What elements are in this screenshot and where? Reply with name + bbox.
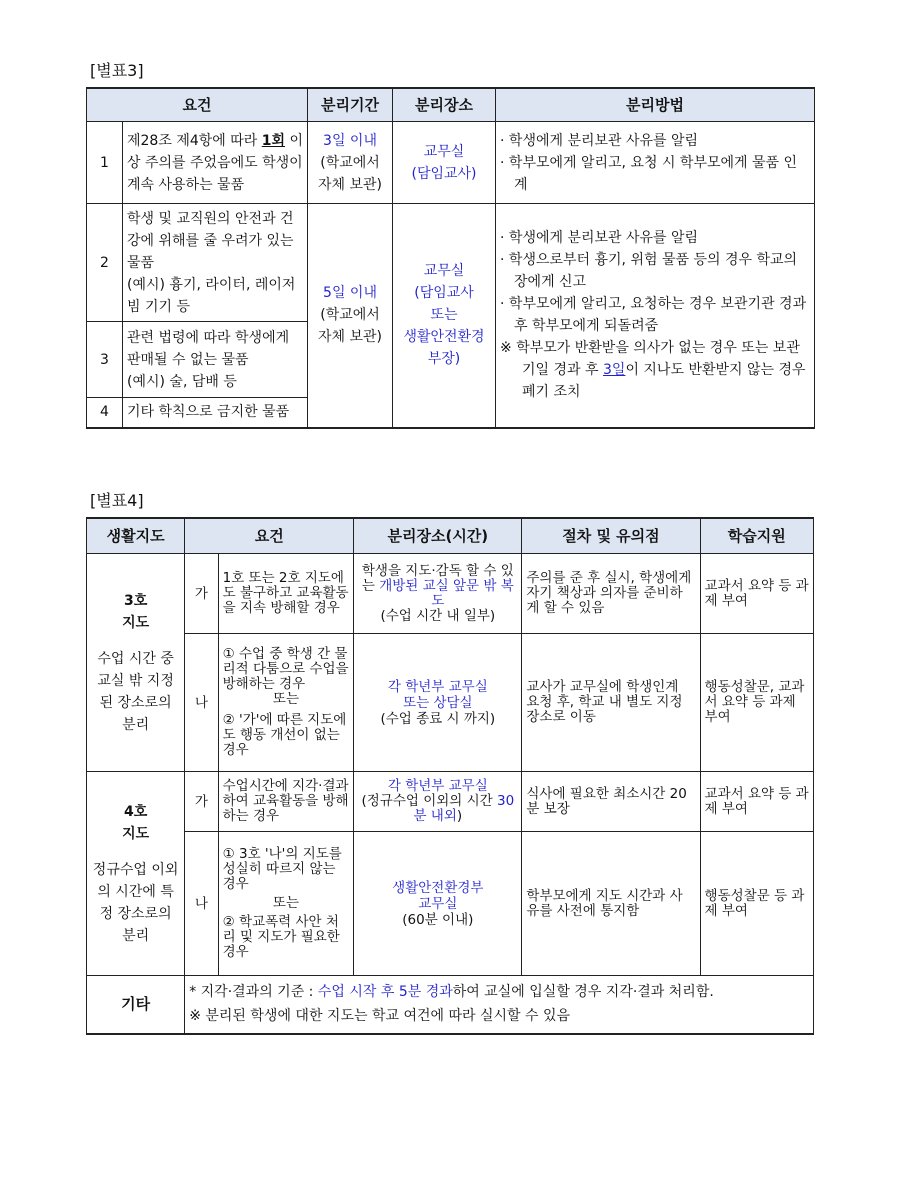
place-cell: 교무실 (담임교사 또는 생활안전환경 부장): [393, 204, 496, 428]
support-cell: 행동성찰문 등 과제 부여: [700, 832, 813, 976]
header-method: 분리방법: [496, 88, 815, 122]
requirement-cell: 기타 학칙으로 금지한 물품: [123, 398, 308, 428]
header-requirement: 요건: [87, 88, 308, 122]
requirement-cell: ① 3호 '나'의 지도를 성실히 따르지 않는 경우 또는 ② 학교폭력 사안 처리 및 지도가 필요한 경우: [218, 832, 354, 976]
header-place: 분리장소: [393, 88, 496, 122]
etc-notes: * 지각·결과의 기준 : 수업 시작 후 5분 경과하여 교실에 입실할 경우 지각·결과 처리함. ※ 분리된 학생에 대한 지도는 학교 여건에 따라 실시할 수 있음: [185, 976, 814, 1034]
requirement-cell: 제28조 제4항에 따라 1회 이상 주의를 주었음에도 학생이 계속 사용하는 물품: [123, 122, 308, 204]
place-cell: 교무실 (담임교사): [393, 122, 496, 204]
place-cell: 학생을 지도·감독 할 수 있는 개방된 교실 앞문 밖 복도 (수업 시간 내 일부): [354, 554, 522, 634]
note-text: ※ 학부모가 반환받을 의사가 없는 경우 또는 보관 기일 경과 후 3일이 지나도 반환받지 않는 경우 폐기 조치: [500, 340, 806, 401]
requirement-cell: 관련 법령에 따라 학생에게 판매될 수 없는 물품 (예시) 술, 담배 등: [123, 322, 308, 398]
table4: [86, 517, 814, 1035]
table-row: [87, 772, 814, 832]
row-number: 2: [87, 204, 123, 322]
method-cell: · 학생에게 분리보관 사유를 알림 · 학생으로부터 흉기, 위험 물품 등의 경우 학교의 장에게 신고 · 학부모에게 알리고, 요청하는 경우 보관기관 경과 후 학부모에게 되돌려줌 ※ 학부모가 반환받을 의사가 없는 경우 또는 보관 기일 경과 후 3일이 지나도 반환받지 않는 경우 폐기 조치: [496, 204, 815, 428]
header-guidance: 생활지도: [87, 518, 185, 554]
table-row: [87, 122, 815, 204]
header-requirement: 요건: [185, 518, 354, 554]
place-cell: 생활안전환경부 교무실 (60분 이내): [354, 832, 522, 976]
procedure-cell: 주의를 준 후 실시, 학생에게 자기 책상과 의자를 준비하게 할 수 있음: [522, 554, 700, 634]
support-cell: 교과서 요약 등 과제 부여: [700, 554, 813, 634]
requirement-cell: ① 수업 중 학생 간 물리적 다툼으로 수업을 방해하는 경우 또는 ② '가'에 따른 지도에도 행동 개선이 없는 경우: [218, 634, 354, 772]
sub-mark: 나: [185, 634, 218, 772]
etc-label: 기타: [87, 976, 185, 1034]
header-procedure: 절차 및 유의점: [522, 518, 700, 554]
sub-mark: 나: [185, 832, 218, 976]
table-row: [87, 832, 814, 976]
table4-header-row: [87, 518, 814, 554]
place-cell: 각 학년부 교무실 (정규수업 이외의 시간 30분 내외): [354, 772, 522, 832]
header-place-time: 분리장소(시간): [354, 518, 522, 554]
table-row: [87, 976, 814, 1034]
table-row: [87, 204, 815, 322]
sub-mark: 가: [185, 554, 218, 634]
requirement-cell: 학생 및 교직원의 안전과 건강에 위해를 줄 우려가 있는 물품 (예시) 흉기, 라이터, 레이저빔 기기 등: [123, 204, 308, 322]
period-cell: 5일 이내 (학교에서 자체 보관): [308, 204, 393, 428]
period-cell: 3일 이내 (학교에서 자체 보관): [308, 122, 393, 204]
header-period: 분리기간: [308, 88, 393, 122]
place-cell: 각 학년부 교무실 또는 상담실 (수업 종료 시 까지): [354, 634, 522, 772]
requirement-cell: 수업시간에 지각·결과하여 교육활동을 방해하는 경우: [218, 772, 354, 832]
support-cell: 교과서 요약 등 과제 부여: [700, 772, 813, 832]
row-number: 3: [87, 322, 123, 398]
table-row: [87, 634, 814, 772]
table3-caption: [별표3]: [90, 61, 144, 80]
procedure-cell: 교사가 교무실에 학생인계 요청 후, 학교 내 별도 지정 장소로 이동: [522, 634, 700, 772]
row-number: 4: [87, 398, 123, 428]
method-cell: · 학생에게 분리보관 사유를 알림 · 학부모에게 알리고, 요청 시 학부모에게 물품 인계: [496, 122, 815, 204]
requirement-cell: 1호 또는 2호 지도에도 불구하고 교육활동을 지속 방해할 경우: [218, 554, 354, 634]
row-number: 1: [87, 122, 123, 204]
guidance-4-cell: 4호 지도 정규수업 이외의 시간에 특정 장소로의 분리: [87, 772, 185, 976]
procedure-cell: 식사에 필요한 최소시간 20분 보장: [522, 772, 700, 832]
support-cell: 행동성찰문, 교과서 요약 등 과제 부여: [700, 634, 813, 772]
sub-mark: 가: [185, 772, 218, 832]
procedure-cell: 학부모에게 지도 시간과 사유를 사전에 통지함: [522, 832, 700, 976]
header-support: 학습지원: [700, 518, 813, 554]
guidance-3-cell: 3호 지도 수업 시간 중 교실 밖 지정된 장소로의 분리: [87, 554, 185, 772]
table-row: [87, 554, 814, 634]
table4-caption: [별표4]: [90, 491, 144, 510]
table3-header-row: [87, 88, 815, 122]
table3: [86, 87, 815, 429]
